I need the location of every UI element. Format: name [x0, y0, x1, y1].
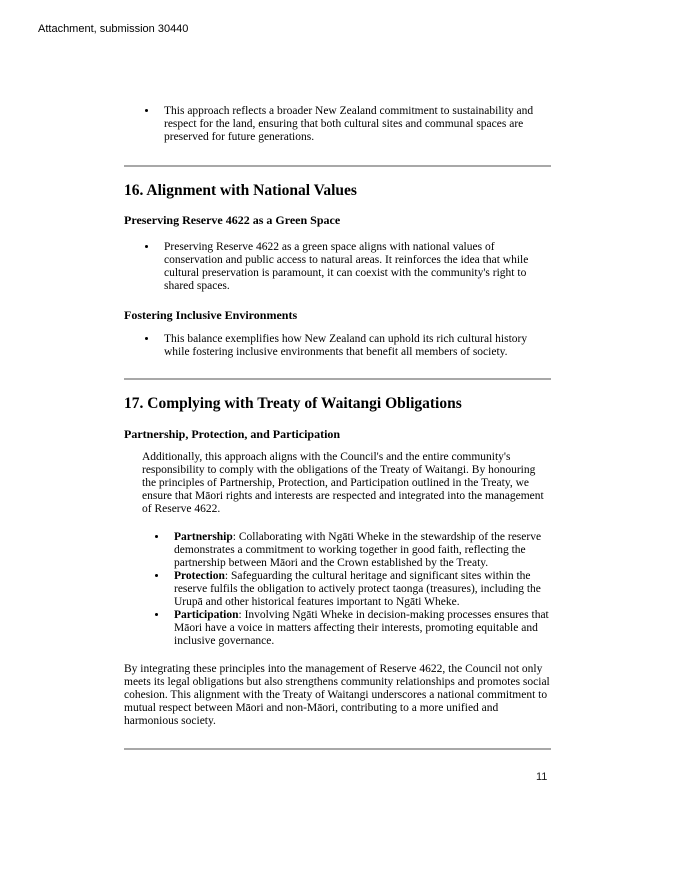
section-17-principles-list	[146, 531, 551, 648]
page-number: 11	[536, 771, 548, 783]
principle-name: Protection	[174, 570, 225, 582]
section-16-subheading-green-space: Preserving Reserve 4622 as a Green Space	[124, 213, 341, 227]
intro-bullet-list	[136, 105, 551, 144]
principle-description: : Involving Ngāti Wheke in decision-making processes ensures that Māori have a voice in matters affecting their interests, promoting equitable and inclusive governance.	[174, 609, 549, 647]
section-divider	[124, 165, 551, 167]
section-17-heading: 17. Complying with Treaty of Waitangi Obligations	[124, 395, 462, 412]
principle-name: Partnership	[174, 531, 233, 543]
list-item-participation	[168, 609, 551, 648]
section-17-paragraph-2: By integrating these principles into the management of Reserve 4622, the Council not only meets its legal obligations but also strengthens community relationships and promotes social cohesion. This alignment with the Treaty of Waitangi underscores a national commitment to mutual respect between Māori and non-Māori, contributing to a more unified and harmonious society.	[124, 663, 550, 727]
section-divider	[124, 378, 551, 380]
section-16-bullet-list-1	[136, 241, 551, 293]
list-item: • Preserving Reserve 4622 as a green space aligns with national values of conservation and public access to natural areas. It reinforces the idea that while cultural preservation is paramount, it can coexist with the community's right to shared spaces.	[158, 241, 551, 293]
principle-description: : Safeguarding the cultural heritage and significant sites within the reserve fulfils the obligation to actively protect taonga (treasures), including the Urupā and other historical features important to Ngāti Wheke.	[174, 570, 541, 608]
list-item: • This balance exemplifies how New Zealand can uphold its rich cultural history while fostering inclusive environments that benefit all members of society.	[158, 333, 551, 359]
principle-description: : Collaborating with Ngāti Wheke in the stewardship of the reserve demonstrates a commitment to working together in good faith, reflecting the partnership between Māori and the Crown established by the Treaty.	[174, 531, 542, 569]
principle-name: Participation	[174, 609, 239, 621]
section-17-paragraph-1: Additionally, this approach aligns with the Council's and the entire community's responsibility to comply with the obligations of the Treaty of Waitangi. By honouring the principles of Partnership, Protection, and Participation outlined in the Treaty, we ensure that Māori rights and interests are respected and integrated into the management of Reserve 4622.	[142, 451, 544, 515]
document-header: Attachment, submission 30440	[38, 23, 189, 35]
section-16-bullet-list-2	[136, 333, 551, 359]
section-16-subheading-inclusive-environments: Fostering Inclusive Environments	[124, 308, 298, 322]
list-item-partnership	[168, 531, 551, 570]
list-item-protection	[168, 570, 551, 609]
list-item: • This approach reflects a broader New Zealand commitment to sustainability and respect for the land, ensuring that both cultural sites and communal spaces are preserved for future generations.	[158, 105, 551, 144]
section-divider	[124, 748, 551, 750]
section-17-subheading: Partnership, Protection, and Participation	[124, 427, 341, 441]
section-16-heading: 16. Alignment with National Values	[124, 182, 357, 199]
document-body	[124, 0, 551, 750]
